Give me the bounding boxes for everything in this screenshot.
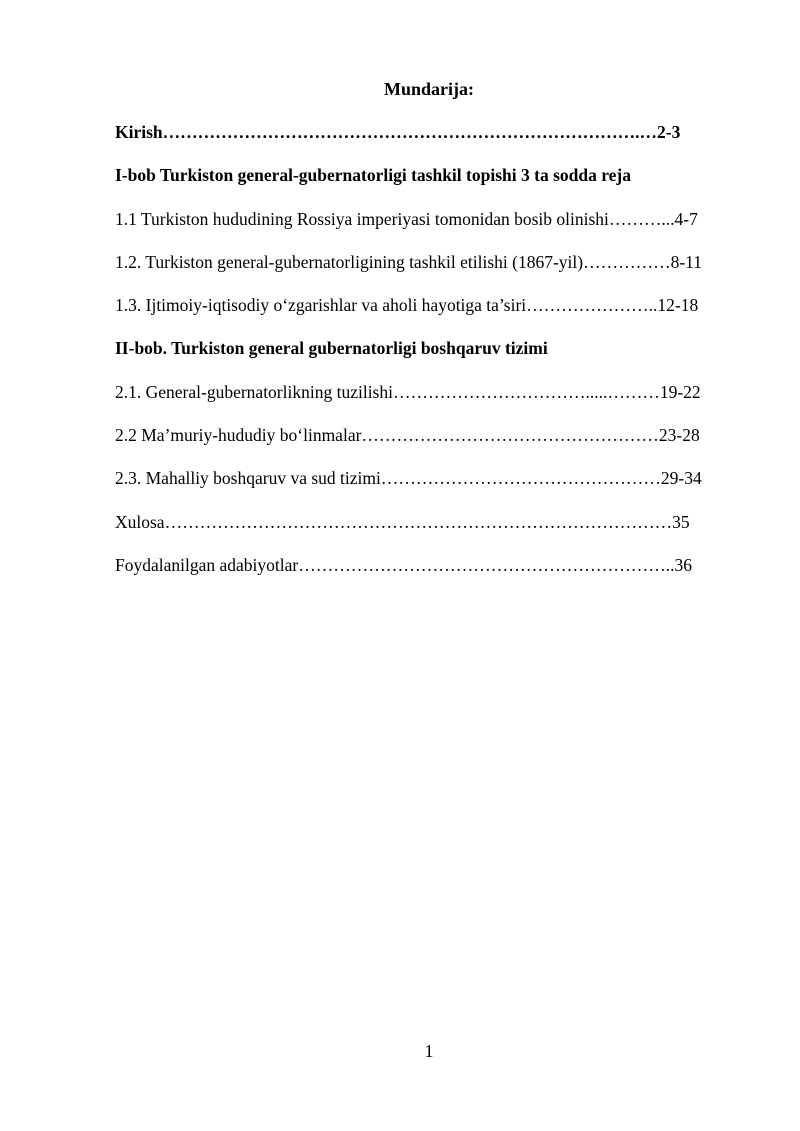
toc-entry-text: 1.2. Turkiston general-gubernatorligining tashkil etilishi (1867-yil)……………8-11 (115, 251, 703, 272)
page-number: 1 (424, 1041, 434, 1061)
toc-entry-text: 1.3. Ijtimoiy-iqtisodiy o‘zgarishlar va aholi hayotiga ta’siri…………………..12-18 (115, 295, 699, 316)
toc-entry-text: Xulosa……………………………………………………………………………35 (115, 511, 690, 532)
toc-entry-1-1 (115, 208, 743, 251)
toc-entry-2-3 (115, 467, 743, 510)
toc-entry-1-2 (115, 251, 743, 294)
toc-entry-text: 1.1 Turkiston hududining Rossiya imperiyasi tomonidan bosib olinishi………...4-7 (115, 208, 698, 229)
toc-entry-kirish (115, 121, 743, 164)
toc-entry-text: 2.2 Ma’muriy-hududiy bo‘linmalar……………………………………………23-28 (115, 425, 700, 446)
table-of-contents (115, 121, 743, 597)
toc-entry-text: I-bob Turkiston general-gubernatorligi tashkil topishi 3 ta sodda reja (115, 165, 632, 186)
toc-entry-text: II-bob. Turkiston general gubernatorligi boshqaruv tizimi (115, 338, 548, 359)
toc-entry-chapter-2 (115, 337, 743, 380)
toc-entry-2-1 (115, 381, 743, 424)
toc-entry-text: 2.3. Mahalliy boshqaruv va sud tizimi…………………………………………29-34 (115, 468, 702, 489)
toc-entry-text: Kirish……………………………………………………………………….…2-3 (115, 122, 681, 142)
toc-title: Mundarija: (384, 79, 474, 99)
toc-entry-chapter-1 (115, 164, 743, 207)
toc-entry-xulosa (115, 511, 743, 554)
toc-entry-2-2 (115, 424, 743, 467)
toc-entry-adabiyotlar (115, 554, 743, 597)
toc-entry-text: 2.1. General-gubernatorlikning tuzilishi…………………………….....………19-22 (115, 381, 701, 402)
toc-entry-1-3 (115, 294, 743, 337)
toc-entry-text: Foydalanilgan adabiyotlar………………………………………………………..36 (115, 554, 692, 575)
